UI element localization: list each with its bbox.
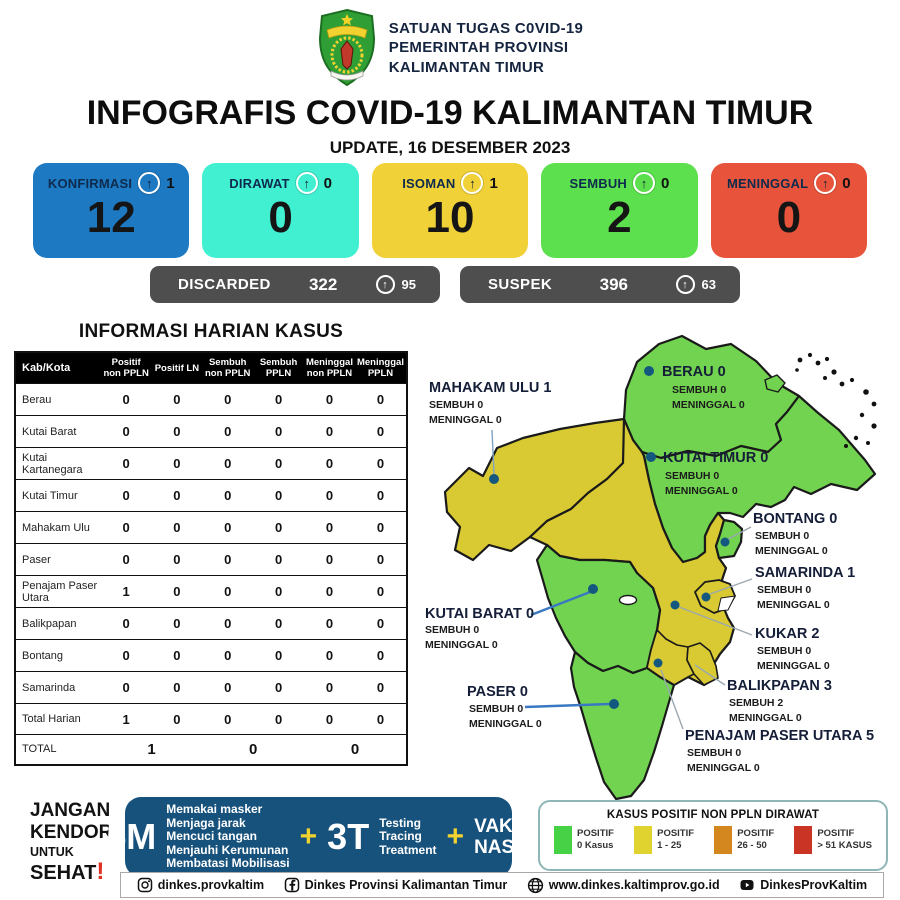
total-harian-row — [15, 704, 407, 735]
slogan-line: UNTUK — [30, 845, 74, 859]
total-positif: 1 — [101, 735, 203, 765]
slogan-line: KENDOR — [30, 822, 113, 843]
page-title: INFOGRAFIS COVID-19 KALIMANTAN TIMUR — [86, 94, 814, 132]
cell: 0 — [253, 672, 304, 704]
cell: 0 — [152, 512, 203, 544]
stat-label: MENINGGAL — [727, 175, 809, 191]
cell: 0 — [355, 704, 407, 735]
region-name: Penajam Paser Utara — [15, 576, 101, 608]
stat-meninggal — [711, 163, 867, 258]
label-balikpapan: BALIKPAPAN 3 — [727, 678, 832, 694]
cell: 0 — [355, 608, 407, 640]
cell: 0 — [253, 480, 304, 512]
stat-konfirmasi — [33, 163, 189, 258]
facebook-icon — [284, 877, 300, 893]
cell: 0 — [355, 448, 407, 480]
stat-label: DIRAWAT — [229, 175, 290, 191]
stat-value: 0 — [776, 193, 802, 242]
stat-delta: 1 — [166, 174, 175, 192]
cell: 0 — [202, 640, 253, 672]
svg-text:SEMBUH 0: SEMBUH 0 — [469, 703, 524, 715]
cell: 0 — [101, 384, 152, 416]
cell: 0 — [304, 544, 355, 576]
cell: 0 — [355, 576, 407, 608]
3t-title: 3T — [327, 816, 370, 857]
col-header: Positif non PPLN — [101, 352, 152, 384]
col-header: Sembuh PPLN — [253, 352, 304, 384]
region-name: Total Harian — [15, 704, 101, 735]
cell: 0 — [202, 576, 253, 608]
legend-item-orange: POSITIF 26 - 50 — [714, 826, 774, 854]
map-legend — [538, 800, 888, 871]
col-header: Kab/Kota — [15, 352, 101, 384]
stat-value: 12 — [86, 193, 136, 242]
total-meninggal: 0 — [304, 735, 407, 765]
region-name: Mahakam Ulu — [15, 512, 101, 544]
exclamation-mark: ! — [96, 858, 105, 885]
website-link[interactable]: www.dinkes.kaltimprov.go.id — [527, 877, 720, 894]
table-row — [15, 512, 407, 544]
legend-title: KASUS POSITIF NON PPLN DIRAWAT — [606, 809, 820, 821]
table-header-row — [15, 352, 407, 384]
update-date: UPDATE, 16 DESEMBER 2023 — [329, 138, 571, 157]
dot-paser — [609, 699, 619, 709]
table-row — [15, 672, 407, 704]
table-row — [15, 640, 407, 672]
map-delta-notch — [718, 596, 735, 611]
cell: 0 — [253, 576, 304, 608]
grand-total-row — [15, 735, 407, 765]
instagram-link[interactable]: dinkes.provkaltim — [137, 877, 264, 893]
label-kukar: KUKAR 2 — [755, 626, 820, 642]
cell: 0 — [202, 384, 253, 416]
cell: 0 — [101, 480, 152, 512]
svg-text:MENINGGAL 0: MENINGGAL 0 — [469, 718, 542, 730]
cell: 0 — [152, 448, 203, 480]
region-name: Samarinda — [15, 672, 101, 704]
cell: 0 — [202, 672, 253, 704]
stat-dirawat — [202, 163, 358, 258]
suspek-pill — [460, 266, 740, 303]
svg-text:SEMBUH 0: SEMBUH 0 — [425, 624, 480, 636]
stat-isoman — [372, 163, 528, 258]
svg-text:SEMBUH 0: SEMBUH 0 — [672, 384, 727, 396]
cell: 0 — [355, 416, 407, 448]
label-bontang: BONTANG 0 — [753, 511, 838, 527]
cell: 0 — [253, 544, 304, 576]
pill-delta: 95 — [401, 277, 416, 292]
table-row — [15, 448, 407, 480]
dot-kutai-barat — [588, 584, 598, 594]
arrow-up-icon: ↑ — [376, 275, 395, 294]
5m-items: Memakai masker Menjaga jarak Mencuci tangan Menjauhi Kerumunan Membatasi Mobilisasi — [166, 802, 290, 871]
youtube-icon — [739, 877, 755, 893]
cell: 0 — [304, 608, 355, 640]
region-name: Paser — [15, 544, 101, 576]
cell: 0 — [253, 416, 304, 448]
dot-bontang — [721, 538, 730, 547]
col-header: Meninggal non PPLN — [304, 352, 355, 384]
svg-text:SEMBUH 0: SEMBUH 0 — [755, 530, 810, 542]
table-row — [15, 576, 407, 608]
cell: 0 — [355, 672, 407, 704]
col-header: Meninggal PPLN — [355, 352, 407, 384]
table-title: INFORMASI HARIAN KASUS — [78, 321, 344, 342]
daily-cases-table — [14, 351, 408, 766]
org-line-1: SATUAN TUGAS C0VID-19 — [388, 19, 584, 37]
cell: 0 — [202, 416, 253, 448]
stat-value: 10 — [425, 193, 475, 242]
dot-kutai-timur — [646, 452, 656, 462]
5m-title: 5M — [106, 816, 157, 857]
arrow-up-icon: ↑ — [633, 172, 655, 194]
table-row — [15, 416, 407, 448]
3t-items: Testing Tracing Treatment — [379, 815, 437, 857]
cell: 0 — [152, 640, 203, 672]
cell: 0 — [202, 608, 253, 640]
region-name: Bontang — [15, 640, 101, 672]
discarded-pill — [150, 266, 440, 303]
cell: 0 — [101, 608, 152, 640]
total-sembuh: 0 — [202, 735, 304, 765]
pill-label: SUSPEK — [488, 276, 553, 293]
legend-item-red: POSITIF > 51 KASUS — [794, 826, 872, 854]
cell: 1 — [101, 576, 152, 608]
svg-text:SEMBUH 0: SEMBUH 0 — [429, 399, 484, 411]
cell: 0 — [253, 448, 304, 480]
vaksinasi-label: VAKSI NASI — [474, 816, 531, 858]
stat-delta: 0 — [842, 174, 851, 192]
cell: 0 — [253, 640, 304, 672]
stat-delta: 1 — [489, 174, 498, 192]
cell: 0 — [152, 480, 203, 512]
dot-samarinda — [702, 593, 711, 602]
stat-cards — [33, 163, 867, 258]
arrow-up-icon: ↑ — [296, 172, 318, 194]
cell: 0 — [304, 672, 355, 704]
cell: 0 — [152, 704, 203, 735]
svg-text:SEMBUH 0: SEMBUH 0 — [665, 470, 720, 482]
cell: 0 — [304, 416, 355, 448]
cell: 0 — [355, 544, 407, 576]
cell: 0 — [304, 384, 355, 416]
region-name: Kutai Kartanegara — [15, 448, 101, 480]
pill-delta: 63 — [701, 277, 716, 292]
header — [0, 8, 900, 88]
cell: 0 — [304, 576, 355, 608]
cell: 1 — [101, 704, 152, 735]
label-berau: BERAU 0 — [662, 364, 726, 380]
map-region-berau[interactable] — [624, 336, 799, 458]
stat-sembuh — [541, 163, 697, 258]
cell: 0 — [253, 384, 304, 416]
legend-swatch — [634, 826, 652, 854]
label-mahakam-ulu: MAHAKAM ULU 1 — [429, 380, 552, 396]
table-row — [15, 384, 407, 416]
social-footer — [120, 872, 884, 898]
col-header: Positif LN — [152, 352, 203, 384]
cell: 0 — [101, 448, 152, 480]
cell: 0 — [202, 480, 253, 512]
slogan-line: SEHAT! — [30, 858, 105, 885]
instagram-icon — [137, 877, 153, 893]
legend-item-yellow: POSITIF 1 - 25 — [634, 826, 694, 854]
cell: 0 — [202, 512, 253, 544]
svg-text:MENINGGAL 0: MENINGGAL 0 — [665, 485, 738, 497]
label-penajam-paser-utara: PENAJAM PASER UTARA 5 — [685, 728, 875, 744]
slogan-line: JANGAN — [30, 800, 111, 821]
cell: 0 — [101, 544, 152, 576]
cell: 0 — [152, 576, 203, 608]
arrow-up-icon: ↑ — [814, 172, 836, 194]
cell: 0 — [202, 448, 253, 480]
dot-kukar — [671, 601, 680, 610]
svg-text:SEMBUH 0: SEMBUH 0 — [687, 747, 742, 759]
total-label: TOTAL — [15, 735, 101, 765]
legend-item-green: POSITIF 0 Kasus — [554, 826, 614, 854]
col-header: Sembuh non PPLN — [202, 352, 253, 384]
region-name: Berau — [15, 384, 101, 416]
svg-text:MENINGGAL 0: MENINGGAL 0 — [755, 545, 828, 557]
kaltim-map — [425, 330, 900, 805]
cell: 0 — [304, 704, 355, 735]
pill-label: DISCARDED — [178, 276, 271, 293]
cell: 0 — [152, 544, 203, 576]
label-kutai-timur: KUTAI TIMUR 0 — [663, 450, 769, 466]
legend-swatch — [794, 826, 812, 854]
cell: 0 — [253, 608, 304, 640]
cell: 0 — [101, 416, 152, 448]
cell: 0 — [152, 672, 203, 704]
cell: 0 — [152, 384, 203, 416]
svg-text:MENINGGAL 0: MENINGGAL 0 — [429, 414, 502, 426]
stat-value: 0 — [268, 193, 293, 242]
svg-text:MENINGGAL 0: MENINGGAL 0 — [687, 762, 760, 774]
dot-penajam-paser-utara — [654, 659, 663, 668]
table-row — [15, 544, 407, 576]
cell: 0 — [253, 704, 304, 735]
stat-label: ISOMAN — [402, 175, 456, 191]
cell: 0 — [101, 512, 152, 544]
cell: 0 — [101, 672, 152, 704]
org-line-2: PEMERINTAH PROVINSI — [388, 39, 569, 57]
pill-value: 396 — [599, 274, 628, 294]
label-paser: PASER 0 — [467, 684, 528, 700]
cell: 0 — [304, 640, 355, 672]
youtube-link[interactable]: DinkesProvKaltim — [739, 877, 867, 893]
cell: 0 — [355, 512, 407, 544]
provincial-crest-logo — [317, 8, 377, 88]
plus-icon: + — [299, 820, 318, 853]
dot-berau — [644, 366, 654, 376]
region-name: Balikpapan — [15, 608, 101, 640]
daily-cases-section — [14, 321, 408, 766]
stat-value: 2 — [607, 193, 632, 242]
svg-text:SEMBUH 0: SEMBUH 0 — [757, 645, 812, 657]
stat-delta: 0 — [661, 174, 670, 192]
cell: 0 — [152, 608, 203, 640]
svg-text:MENINGGAL 0: MENINGGAL 0 — [425, 639, 498, 651]
svg-text:SEMBUH 2: SEMBUH 2 — [729, 697, 784, 709]
region-name: Kutai Barat — [15, 416, 101, 448]
cell: 0 — [355, 384, 407, 416]
svg-text:MENINGGAL 0: MENINGGAL 0 — [757, 599, 830, 611]
dot-mahakam-ulu — [489, 474, 499, 484]
stat-label: SEMBUH — [569, 175, 628, 191]
svg-text:MENINGGAL 0: MENINGGAL 0 — [672, 399, 745, 411]
cell: 0 — [355, 640, 407, 672]
map-lake — [620, 596, 637, 605]
cell: 0 — [304, 448, 355, 480]
arrow-up-icon: ↑ — [138, 172, 160, 194]
facebook-link[interactable]: Dinkes Provinsi Kalimantan Timur — [284, 877, 508, 893]
org-name — [389, 19, 583, 78]
cell: 0 — [202, 544, 253, 576]
cell: 0 — [101, 640, 152, 672]
label-kutai-barat: KUTAI BARAT 0 — [425, 606, 535, 622]
cell: 0 — [304, 512, 355, 544]
label-samarinda: SAMARINDA 1 — [755, 565, 856, 581]
cell: 0 — [152, 416, 203, 448]
stat-delta: 0 — [323, 174, 332, 192]
cell: 0 — [304, 480, 355, 512]
plus-icon: + — [446, 820, 465, 853]
svg-text:MENINGGAL 0: MENINGGAL 0 — [729, 712, 802, 724]
legend-swatch — [554, 826, 572, 854]
arrow-up-icon: ↑ — [676, 275, 695, 294]
svg-text:SEMBUH 0: SEMBUH 0 — [757, 584, 812, 596]
stat-label: KONFIRMASI — [47, 175, 133, 191]
table-row — [15, 608, 407, 640]
globe-icon — [527, 877, 544, 894]
cell: 0 — [253, 512, 304, 544]
protocol-banner — [106, 797, 531, 877]
region-name: Kutai Timur — [15, 480, 101, 512]
cell: 0 — [202, 704, 253, 735]
cell: 0 — [355, 480, 407, 512]
arrow-up-icon: ↑ — [461, 172, 483, 194]
legend-swatch — [714, 826, 732, 854]
table-row — [15, 480, 407, 512]
org-line-3: KALIMANTAN TIMUR — [388, 58, 545, 76]
pill-value: 322 — [308, 274, 338, 294]
svg-text:MENINGGAL 0: MENINGGAL 0 — [757, 660, 830, 672]
